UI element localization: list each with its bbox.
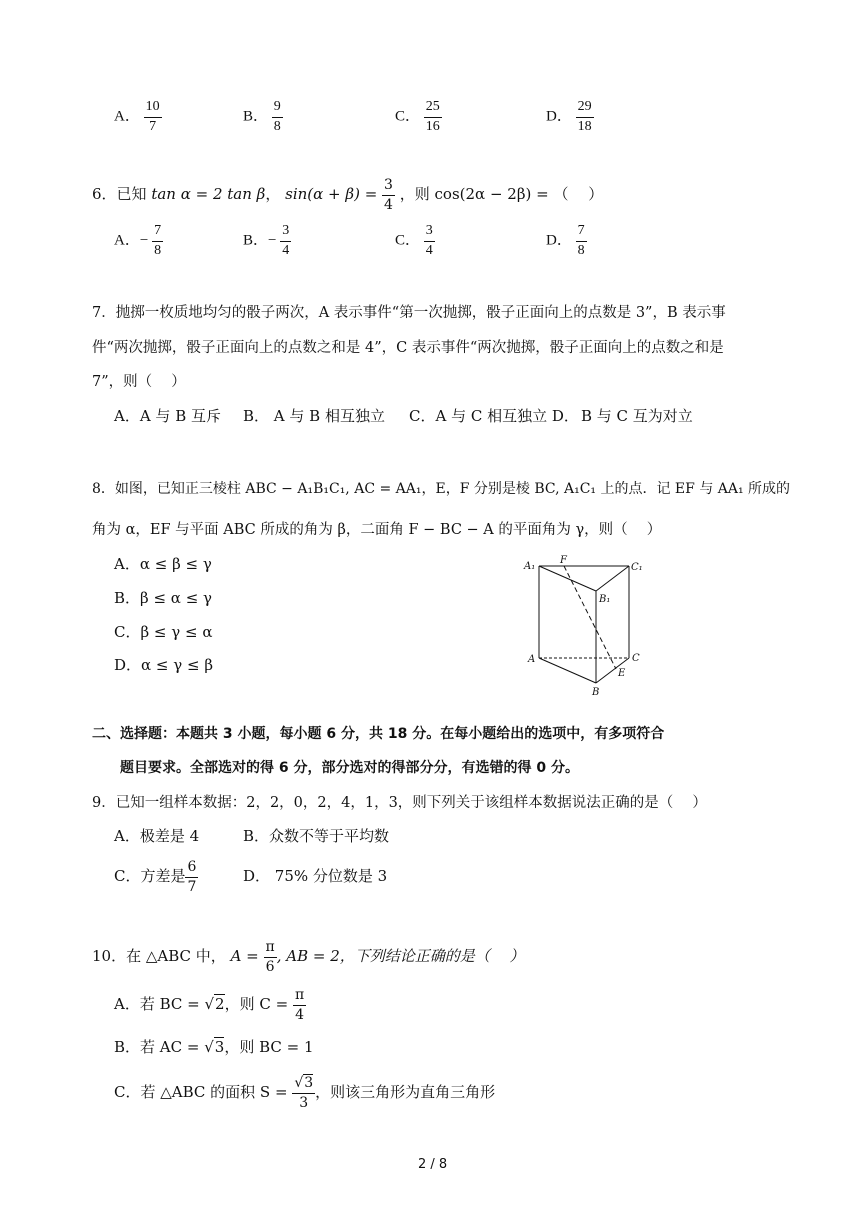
label-a: A — [528, 654, 536, 665]
q10-option-b: B．若 AC = √3，则 BC = 1 — [114, 1038, 314, 1056]
denominator: 3 — [299, 1094, 309, 1111]
fraction — [576, 224, 587, 258]
q6-condition-2: sin(α + β) = — [285, 185, 378, 204]
fraction — [293, 988, 306, 1022]
q6-option-b — [243, 224, 291, 258]
denominator: 18 — [577, 118, 592, 134]
q7-option-b: B． A 与 B 相互独立 — [243, 407, 385, 425]
denominator: 8 — [273, 118, 281, 134]
q5-option-b — [243, 100, 283, 134]
q10-option-a: A．若 BC = √2，则 C = $\frac{\pi}{4}$ — [114, 987, 305, 1023]
q8-option-b: B．β ≤ α ≤ γ — [114, 589, 212, 607]
denominator: 4 — [282, 242, 290, 258]
q6-condition-1: tan α = 2 tan β — [151, 185, 266, 204]
q6-suffix: ，则 cos(2α − 2β) = （ ） — [399, 185, 604, 204]
label-a1: A₁ — [524, 561, 536, 572]
fraction — [280, 224, 291, 258]
q7-option-c: C．A 与 C 相互独立 D． — [409, 407, 579, 425]
option-label: D． — [546, 108, 572, 125]
option-label: A． — [114, 232, 140, 249]
separator: ， — [265, 185, 281, 204]
fraction — [144, 100, 162, 134]
q10-option-c — [114, 1076, 495, 1110]
edge-b1c1 — [596, 566, 629, 591]
q10-suffix: , AB = 2，下列结论正确的是（ ） — [276, 947, 525, 966]
denominator: 4 — [295, 1006, 305, 1023]
q6-option-a — [114, 224, 163, 258]
fraction — [272, 100, 283, 134]
q7-line-3: 7”，则（ ） — [92, 374, 186, 390]
numerator: 10 — [144, 100, 162, 118]
q7-line-1: 7．抛掷一枚质地均匀的骰子两次，A 表示事件“第一次抛掷，骰子正面向上的点数是 3”，B 表示事 — [92, 305, 726, 321]
denominator: 7 — [149, 118, 157, 134]
q8-option-a: A．α ≤ β ≤ γ — [114, 555, 212, 573]
numerator: 6 — [185, 860, 198, 878]
numerator: 3 — [382, 178, 395, 196]
q7-option-d: B 与 C 互为对立 — [581, 407, 693, 425]
numerator: 25 — [424, 100, 442, 118]
label-c1: C₁ — [631, 562, 643, 573]
option-label: C． — [395, 108, 421, 125]
q10-stem — [92, 940, 525, 974]
numerator: π — [293, 988, 306, 1006]
fraction — [152, 224, 163, 258]
q8-option-c: C．β ≤ γ ≤ α — [114, 623, 213, 641]
q6-option-d — [546, 224, 587, 258]
page-number: 2 / 8 — [418, 1157, 448, 1172]
denominator: 7 — [187, 878, 197, 895]
q6-option-c — [395, 224, 435, 258]
sign: − — [268, 232, 277, 249]
denominator: 6 — [265, 958, 275, 975]
section2-line-2: 题目要求。全部选对的得 6 分，部分选对的得部分分，有选错的得 0 分。 — [120, 760, 579, 776]
label-c: C — [632, 653, 640, 664]
numerator: 3 — [280, 224, 291, 242]
denominator: 8 — [154, 242, 162, 258]
option-label: C． — [395, 232, 421, 249]
option-label: A． — [114, 108, 140, 125]
fraction — [576, 100, 594, 134]
option-label: B． — [243, 232, 269, 249]
numerator: √3 — [292, 1076, 315, 1094]
numerator: 7 — [576, 224, 587, 242]
q9-option-d: D． 75% 分位数是 3 — [243, 867, 388, 885]
fraction — [264, 940, 277, 974]
q7-line-2: 件“两次抛掷，骰子正面向上的点数之和是 4”，C 表示事件“两次抛掷，骰子正面向上的点数之和是 — [92, 340, 724, 356]
radicand: 3 — [304, 1075, 314, 1091]
q7-option-a: A．A 与 B 互斥 — [114, 407, 221, 425]
q10-option-b-suffix: ，则 BC = 1 — [224, 1038, 314, 1056]
q6-stem — [92, 178, 603, 212]
prism-figure — [520, 552, 660, 700]
option-label: B． — [243, 108, 269, 125]
label-e: E — [618, 668, 626, 679]
fraction — [292, 1076, 315, 1110]
q9-option-b: B．众数不等于平均数 — [243, 827, 390, 845]
q5-option-d — [546, 100, 594, 134]
sign: − — [139, 232, 149, 249]
label-f: F — [560, 555, 567, 566]
fraction — [424, 224, 435, 258]
numerator: 3 — [424, 224, 435, 242]
option-label: D． — [546, 232, 572, 249]
numerator: π — [264, 940, 277, 958]
numerator: 7 — [152, 224, 163, 242]
q10-angle-a: A = — [230, 947, 259, 966]
q9-stem: 9．已知一组样本数据：2，2，0，2，4，1，3，则下列关于该组样本数据说法正确的是（ ） — [92, 795, 707, 811]
section2-line-1: 二、选择题：本题共 3 小题，每小题 6 分，共 18 分。在每小题给出的选项中，有多项符合 — [92, 726, 665, 742]
fraction — [185, 860, 198, 894]
fraction — [382, 178, 395, 212]
numerator: 9 — [272, 100, 283, 118]
q10-option-a-text: A．若 BC = — [114, 995, 205, 1014]
radicand: 3 — [214, 1038, 225, 1056]
q8-line-1: 8．如图，已知正三棱柱 ABC − A₁B₁C₁, AC = AA₁，E，F 分别是棱 BC, A₁C₁ 上的点．记 EF 与 AA₁ 所成的 — [92, 481, 791, 497]
q9-option-c-text: C．方差是 — [114, 867, 186, 886]
q10-option-a-mid: ，则 C = — [224, 995, 289, 1014]
q10-option-b-text: B．若 AC = — [114, 1038, 205, 1056]
q10-prefix: 10．在 △ABC 中， — [92, 947, 226, 966]
q6-prefix: 6．已知 — [92, 185, 147, 204]
q8-option-d: D．α ≤ γ ≤ β — [114, 656, 214, 674]
denominator: 8 — [577, 242, 585, 258]
edge-a1b1 — [539, 566, 596, 591]
q5-option-a — [114, 100, 162, 134]
denominator: 4 — [425, 242, 433, 258]
label-b: B — [592, 687, 600, 698]
fraction — [424, 100, 442, 134]
edge-ab — [539, 658, 596, 683]
q8-line-2: 角为 α，EF 与平面 ABC 所成的角为 β，二面角 F − BC − A 的平面角为 γ，则（ ） — [92, 522, 662, 538]
numerator: 29 — [576, 100, 594, 118]
q9-option-c — [114, 860, 198, 894]
q10-option-c-text: C．若 △ABC 的面积 S = — [114, 1083, 288, 1102]
label-b1: B₁ — [599, 594, 611, 605]
q9-option-a: A．极差是 4 — [114, 827, 200, 845]
q10-option-c-suffix: ，则该三角形为直角三角形 — [315, 1083, 496, 1102]
denominator: 4 — [384, 196, 393, 213]
radicand: 2 — [215, 995, 225, 1014]
q5-option-c — [395, 100, 442, 134]
denominator: 16 — [425, 118, 440, 134]
